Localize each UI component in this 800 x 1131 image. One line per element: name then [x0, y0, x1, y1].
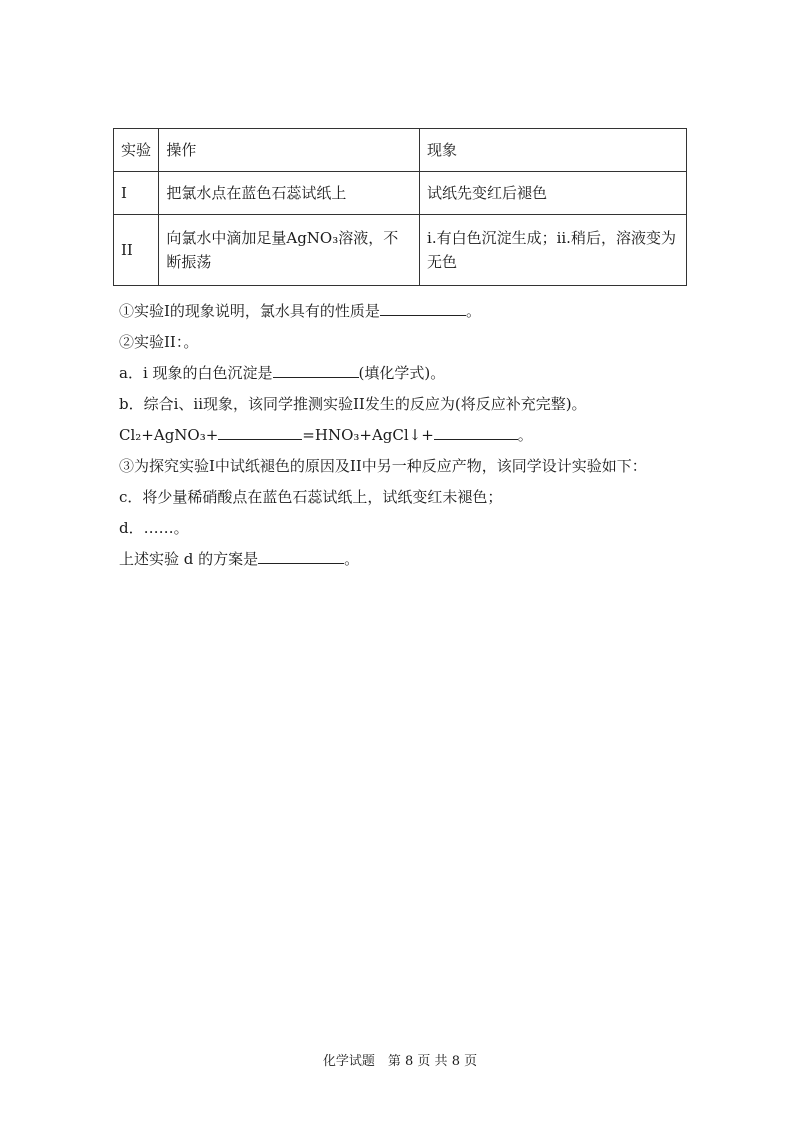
table-row — [114, 215, 687, 286]
equation-left: Cl₂+AgNO₃+ — [119, 426, 219, 444]
table-row — [114, 172, 687, 215]
operation-cell: 向氯水中滴加足量AgNO₃溶液，不断振荡 — [159, 215, 420, 286]
answer-blank[interactable] — [380, 296, 466, 316]
question-final — [119, 544, 719, 575]
question-final-end: 。 — [344, 550, 360, 568]
question-1-text: ①实验I的现象说明，氯水具有的性质是 — [119, 302, 380, 320]
question-b — [119, 389, 719, 420]
answer-blank[interactable] — [218, 420, 302, 440]
experiment-id: I — [114, 172, 159, 215]
question-1 — [119, 296, 719, 327]
header-phenomenon: 现象 — [420, 129, 687, 172]
question-body — [119, 296, 719, 575]
question-a-end: (填化学式)。 — [358, 364, 446, 382]
operation-cell: 把氯水点在蓝色石蕊试纸上 — [159, 172, 420, 215]
answer-blank[interactable] — [258, 544, 344, 564]
experiment-id: II — [114, 215, 159, 286]
question-a — [119, 358, 719, 389]
equation-line — [119, 420, 719, 451]
page-footer: 化学试题 第 8 页 共 8 页 — [322, 1054, 478, 1069]
question-b-text: b．综合i、ii现象，该同学推测实验II发生的反应为(将反应补充完整)。 — [119, 395, 587, 413]
question-2-text: ②实验II：。 — [119, 333, 199, 351]
question-c — [119, 482, 719, 513]
header-operation: 操作 — [159, 129, 420, 172]
question-3-text: ③为探究实验I中试纸褪色的原因及II中另一种反应产物，该同学设计实验如下： — [119, 457, 647, 475]
question-d — [119, 513, 719, 544]
question-1-end: 。 — [465, 302, 481, 320]
header-experiment: 实验 — [114, 129, 159, 172]
question-c-text: c．将少量稀硝酸点在蓝色石蕊试纸上，试纸变红未褪色； — [119, 488, 503, 506]
phenomenon-cell: i.有白色沉淀生成；ii.稍后，溶液变为无色 — [420, 215, 687, 286]
question-2 — [119, 327, 719, 358]
equation-end: 。 — [517, 426, 533, 444]
answer-blank[interactable] — [273, 358, 359, 378]
phenomenon-cell: 试纸先变红后褪色 — [420, 172, 687, 215]
question-3 — [119, 451, 719, 482]
table-header-row — [114, 129, 687, 172]
question-d-text: d．……。 — [119, 519, 189, 537]
equation-right: =HNO₃+AgCl↓+ — [302, 426, 434, 444]
question-final-text: 上述实验 d 的方案是 — [119, 550, 259, 568]
answer-blank[interactable] — [434, 420, 518, 440]
experiment-table — [113, 128, 687, 286]
question-a-text: a．i 现象的白色沉淀是 — [119, 364, 273, 382]
